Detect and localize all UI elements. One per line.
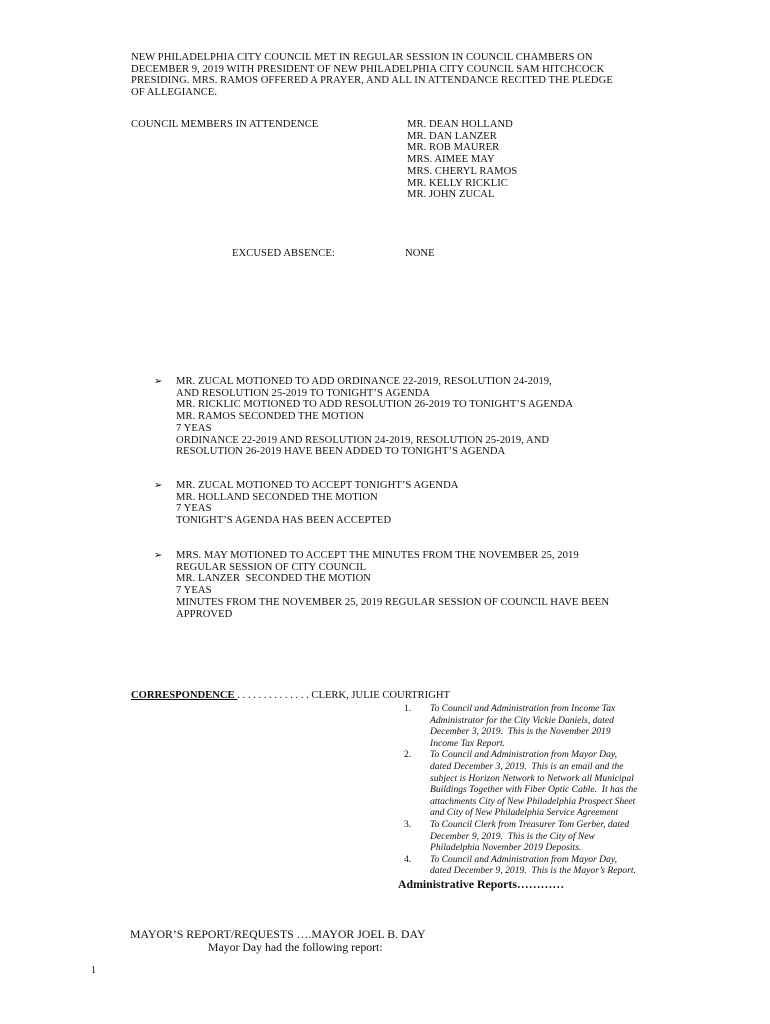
motion-line: MRS. MAY MOTIONED TO ACCEPT THE MINUTES FROM THE NOVEMBER 25, 2019 <box>176 550 579 561</box>
list-item-text: To Council Clerk from Treasurer Tom Gerber, dated December 9, 2019. This is the City of New Philadelphia November 2019 Deposits. <box>430 818 630 854</box>
motion-block <box>176 480 459 527</box>
motion-line: MINUTES FROM THE NOVEMBER 25, 2019 REGULAR SESSION OF COUNCIL HAVE BEEN <box>176 596 610 608</box>
list-item-number: 4. <box>404 853 412 865</box>
mayor-report-heading: MAYOR’S REPORT/REQUESTS ….MAYOR JOEL B. DAY <box>130 927 426 941</box>
arrow-bullet-icon: ➢ <box>154 550 163 561</box>
motion-line: TONIGHT’S AGENDA HAS BEEN ACCEPTED <box>176 515 392 527</box>
list-item <box>404 854 638 877</box>
attendance-member: MR. ROB MAURER <box>407 142 500 154</box>
list-item <box>404 703 638 749</box>
motion-line: MR. HOLLAND SECONDED THE MOTION <box>176 491 378 503</box>
list-item-text: To Council and Administration from Mayor Day, dated December 3, 2019. This is an email and the subject is Horizon Network to Network all Municipal Buildings Together with Fiber Optic Cable. It has the attachments City of New Philadelphia Prospect Sheet and City of New Philadelphia Service Agreement <box>430 749 638 819</box>
attendance-member: MR. DEAN HOLLAND <box>407 119 513 130</box>
motion-line: RESOLUTION 26-2019 HAVE BEEN ADDED TO TONIGHT’S AGENDA <box>176 446 506 458</box>
list-item <box>404 819 638 854</box>
excused-absence-label: EXCUSED ABSENCE: <box>232 248 335 259</box>
page-number: 1 <box>91 965 96 976</box>
list-item-number: 1. <box>404 703 412 714</box>
motion-line: MR. RICKLIC MOTIONED TO ADD RESOLUTION 26-2019 TO TONIGHT’S AGENDA <box>176 399 574 411</box>
attendance-member: MR. DAN LANZER <box>407 130 497 142</box>
mayor-report-intro: Mayor Day had the following report: <box>208 940 383 954</box>
motion-line: 7 YEAS <box>176 503 212 515</box>
list-item-number: 3. <box>404 818 412 830</box>
motion-line: 7 YEAS <box>176 422 212 434</box>
motion-line: REGULAR SESSION OF CITY COUNCIL <box>176 561 367 573</box>
list-item-text: To Council and Administration from Income Tax Administrator for the City Vickie Daniels, dated December 3, 2019. This is the November 2019 Income Tax Report. <box>430 703 616 749</box>
arrow-bullet-icon: ➢ <box>154 480 163 491</box>
attendance-member: MR. JOHN ZUCAL <box>407 189 495 201</box>
motion-line: MR. LANZER SECONDED THE MOTION <box>176 573 371 585</box>
session-intro-paragraph: NEW PHILADELPHIA CITY COUNCIL MET IN REGULAR SESSION IN COUNCIL CHAMBERS ON DECEMBER 9, 2019 WITH PRESIDENT OF NEW PHILADELPHIA CITY COUNCIL SAM HITCHCOCK PRESIDING. MRS. RAMOS OFFERED A PRAYER, AND ALL IN ATTENDANCE RECITED THE PLEDGE OF ALLEGIANCE. <box>131 52 613 99</box>
attendance-member: MR. KELLY RICKLIC <box>407 177 508 189</box>
correspondence-heading: CORRESPONDENCE <box>131 690 238 701</box>
excused-absence-value: NONE <box>405 248 435 259</box>
attendance-label: COUNCIL MEMBERS IN ATTENDENCE <box>131 119 319 130</box>
motion-line: MR. ZUCAL MOTIONED TO ACCEPT TONIGHT’S AGENDA <box>176 480 459 491</box>
motion-line: ORDINANCE 22-2019 AND RESOLUTION 24-2019, RESOLUTION 25-2019, AND <box>176 434 550 446</box>
administrative-reports-heading: Administrative Reports………… <box>398 877 565 891</box>
attendance-member: MRS. AIMEE MAY <box>407 154 495 166</box>
arrow-bullet-icon: ➢ <box>154 376 163 387</box>
correspondence-clerk: CLERK, JULIE COURTRIGHT <box>308 690 450 701</box>
motion-line: MR. RAMOS SECONDED THE MOTION <box>176 411 365 423</box>
list-item-number: 2. <box>404 749 412 761</box>
list-item-text: To Council and Administration from Mayor Day, dated December 9, 2019. This is the Mayor’s Report. <box>430 853 636 877</box>
motion-line: AND RESOLUTION 25-2019 TO TONIGHT’S AGENDA <box>176 387 431 399</box>
list-item <box>404 749 638 819</box>
correspondence-list <box>404 703 638 877</box>
correspondence-heading-line <box>131 690 450 702</box>
motion-block <box>176 376 573 458</box>
motion-block <box>176 550 609 620</box>
motion-line: MR. ZUCAL MOTIONED TO ADD ORDINANCE 22-2019, RESOLUTION 24-2019, <box>176 376 552 387</box>
attendance-member: MRS. CHERYL RAMOS <box>407 165 518 177</box>
motion-line: APPROVED <box>176 608 233 620</box>
motion-line: 7 YEAS <box>176 585 212 597</box>
correspondence-leader-dots: . . . . . . . . . . . . . . <box>237 690 309 701</box>
attendance-member-list <box>407 119 517 201</box>
